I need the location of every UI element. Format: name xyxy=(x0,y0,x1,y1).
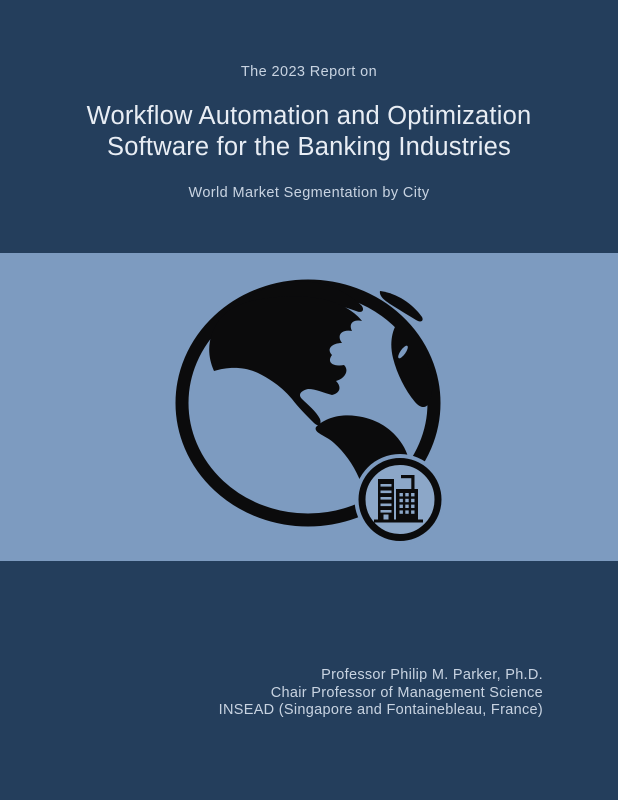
left-building-door xyxy=(384,515,389,521)
north-america-landmass xyxy=(209,296,362,425)
title-line-2: Software for the Banking Industries xyxy=(107,133,511,161)
title-line-1: Workflow Automation and Optimization xyxy=(86,102,532,130)
author-affiliation: INSEAD (Singapore and Fontainebleau, France) xyxy=(218,702,543,718)
subtitle-text: World Market Segmentation by City xyxy=(188,185,430,201)
page-title xyxy=(0,101,618,163)
ground-line xyxy=(374,520,423,523)
author-name: Professor Philip M. Parker, Ph.D. xyxy=(321,667,543,683)
illustration-band xyxy=(0,253,618,561)
office-buildings-icon xyxy=(355,454,446,545)
globe-artwork xyxy=(0,253,618,561)
eyebrow-text: The 2023 Report on xyxy=(240,64,378,80)
author-title: Chair Professor of Management Science xyxy=(270,684,543,701)
author-block xyxy=(219,667,543,720)
